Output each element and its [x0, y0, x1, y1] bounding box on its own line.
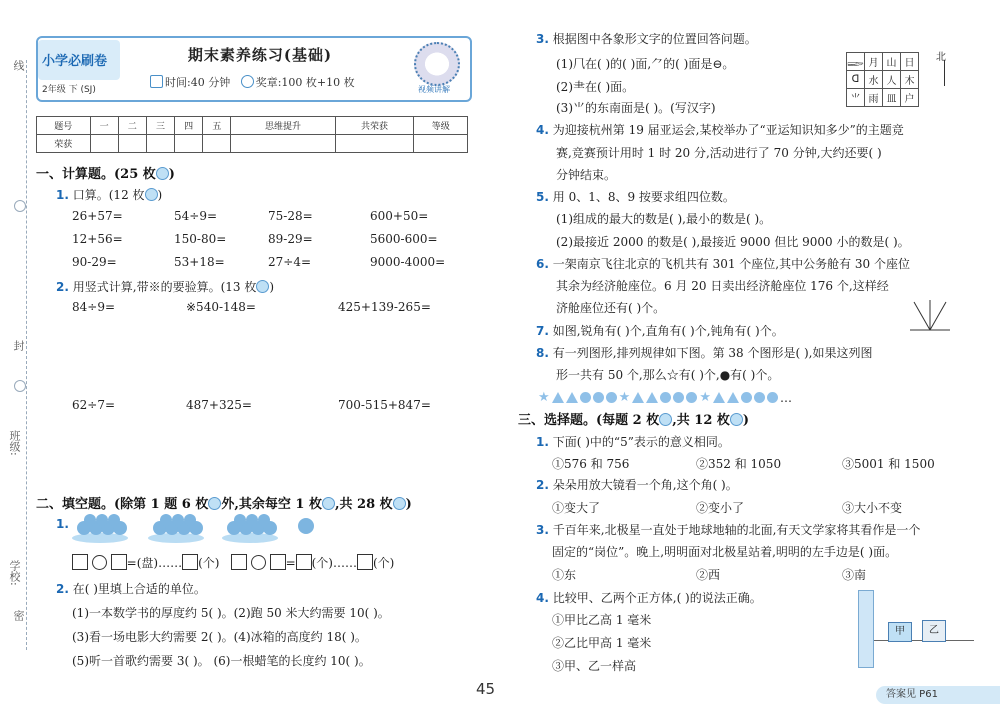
- medal-icon: [241, 75, 254, 88]
- grade-label: 2年级 下 (SJ): [42, 85, 96, 95]
- star-icon: ★: [538, 390, 550, 405]
- answer-box[interactable]: [182, 554, 198, 570]
- triangle-icon: [646, 392, 658, 403]
- units-line: (1)一本数学书的厚度约 5( )。(2)跑 50 米大约需要 10( )。: [72, 606, 390, 620]
- q3-line: (3)⺌的东南面是( )。(写汉字): [556, 101, 716, 115]
- triangle-icon: [566, 392, 578, 403]
- page-title: 期末素养练习(基础): [187, 46, 333, 64]
- choice-option[interactable]: ②西: [696, 568, 721, 582]
- glyph-cell: 雨: [865, 89, 883, 107]
- glyph-cell: 𓆃: [847, 53, 865, 71]
- table-cell: 一: [90, 117, 118, 135]
- qr-code-icon[interactable]: [414, 42, 460, 86]
- operator-circle[interactable]: [251, 555, 266, 570]
- choice1-question: 1. 下面( )中的“5”表示的意义相同。: [536, 435, 730, 449]
- north-arrow-icon: [944, 60, 945, 86]
- choice-option[interactable]: ①576 和 756: [552, 457, 630, 471]
- q6-line: 其余为经济舱座位。6 月 20 日卖出经济舱座位 176 个,这样经: [556, 279, 889, 293]
- oral-item: 89-29=: [268, 232, 313, 246]
- answer-box[interactable]: [111, 554, 127, 570]
- operator-circle[interactable]: [92, 555, 107, 570]
- q5-title: 5. 用 0、1、8、9 按要求组四位数。: [536, 190, 735, 204]
- score-input[interactable]: [146, 135, 174, 153]
- vertical-item: 62÷7=: [72, 398, 116, 412]
- ellipsis: …: [779, 391, 792, 405]
- video-link[interactable]: 视频讲解: [418, 85, 450, 94]
- exam-meta: [150, 74, 355, 90]
- q2-units-title: 2. 在( )里填上合适的单位。: [56, 582, 206, 596]
- answer-box[interactable]: [72, 554, 88, 570]
- glyph-cell: ⺌: [847, 89, 865, 107]
- plate-icon: [222, 514, 278, 543]
- oral-item: 12+56=: [72, 232, 123, 246]
- oral-item: 53+18=: [174, 255, 225, 269]
- choice3-question-line2: 固定的“岗位”。晚上,明明面对北极星站着,明明的左手边是( )面。: [552, 545, 898, 559]
- class-label: 班级:: [8, 430, 21, 456]
- glyph-cell: ⼾: [901, 89, 919, 107]
- circle-icon: [673, 392, 684, 403]
- plate-icon: [72, 514, 128, 543]
- answer-box[interactable]: [231, 554, 247, 570]
- q2-vertical-title: 2. 用竖式计算,带※的要验算。(13 枚 ): [56, 280, 275, 294]
- table-cell: 五: [203, 117, 231, 135]
- star-icon: ★: [618, 390, 631, 405]
- oral-item: 90-29=: [72, 255, 117, 269]
- section-calculation-title: 一、计算题。(25 枚 ): [36, 167, 175, 182]
- table-cell: 荣获: [37, 135, 91, 153]
- binding-label-seal: 封: [12, 340, 25, 351]
- circle-icon: [767, 392, 778, 403]
- binding-label-line: 线: [12, 60, 25, 71]
- hourglass-icon: [150, 75, 163, 88]
- cut-line: [26, 60, 27, 650]
- q5-line: (2)最接近 2000 的数是( ),最接近 9000 但比 9000 小的数是( )。: [556, 235, 910, 249]
- star-icon: ★: [699, 390, 711, 405]
- time-limit: 时间:40 分钟: [165, 76, 231, 89]
- choice-option[interactable]: ②变小了: [696, 501, 745, 515]
- q1-number: 1.: [56, 517, 69, 531]
- choice4-question: 4. 比较甲、乙两个正方体,( )的说法正确。: [536, 591, 762, 605]
- section-choice-title: 三、选择题。(每题 2 枚 ,共 12 枚 ): [518, 413, 750, 428]
- medal-icon: [730, 413, 743, 426]
- binding-hole: [14, 380, 26, 392]
- binding-margin: [0, 0, 28, 710]
- oral-item: 9000-4000=: [370, 255, 446, 269]
- score-input[interactable]: [414, 135, 468, 153]
- medal-icon: [393, 497, 406, 510]
- q4-line: 分钟结束。: [556, 168, 617, 182]
- school-label: 学校:: [8, 560, 21, 586]
- oral-item: 75-28=: [268, 209, 313, 223]
- q7-line: 7. 如图,锐角有( )个,直角有( )个,钝角有( )个。: [536, 324, 784, 338]
- oral-item: 150-80=: [174, 232, 227, 246]
- q3-line: (2)⺻在( )面。: [556, 80, 635, 94]
- table-cell: 二: [118, 117, 146, 135]
- q8-line: 形一共有 50 个,那么☆有( )个,●有( )个。: [556, 368, 780, 382]
- cube-yi: 乙: [922, 620, 946, 642]
- choice-option[interactable]: ①变大了: [552, 501, 601, 515]
- angle-diagram-icon: [908, 298, 952, 334]
- oral-item: 54÷9=: [174, 209, 218, 223]
- choice-option[interactable]: ③大小不变: [842, 501, 903, 515]
- choice-option[interactable]: ①东: [552, 568, 577, 582]
- score-input[interactable]: [175, 135, 203, 153]
- q3-line: (1)⺇在( )的( )面,⺈的( )面是⊖。: [556, 57, 735, 71]
- table-cell: 题号: [37, 117, 91, 135]
- score-table: [36, 116, 468, 153]
- oral-item: 600+50=: [370, 209, 429, 223]
- q4-line: 4. 为迎接杭州第 19 届亚运会,某校举办了“亚运知识知多少”的主题竞: [536, 123, 904, 137]
- score-input[interactable]: [335, 135, 414, 153]
- binding-hole: [14, 200, 26, 212]
- page-number: 45: [476, 680, 496, 698]
- choice-option[interactable]: ③南: [842, 568, 867, 582]
- triangle-icon: [727, 392, 739, 403]
- score-value-row: [37, 135, 468, 153]
- table-cell: 共荣获: [335, 117, 414, 135]
- section-fill-title: 二、填空题。(除第 1 题 6 枚 外,其余每空 1 枚 ,共 28 枚 ): [36, 497, 412, 512]
- glyph-cell: 人: [883, 71, 901, 89]
- table-cell: 思维提升: [231, 117, 335, 135]
- glyph-cell: 木: [901, 71, 919, 89]
- triangle-icon: [713, 392, 725, 403]
- circle-icon: [686, 392, 697, 403]
- units-line: (5)听一首歌约需要 3( )。 (6)一根蜡笔的长度约 10( )。: [72, 654, 371, 668]
- score-input[interactable]: [203, 135, 231, 153]
- north-arrow-label: 北: [936, 52, 946, 63]
- score-header-row: [37, 117, 468, 135]
- glyph-cell: ᗡ: [847, 71, 865, 89]
- vertical-item: 425+139-265=: [338, 300, 431, 314]
- oral-item: 5600-600=: [370, 232, 438, 246]
- medal-icon: [659, 413, 672, 426]
- answer-box[interactable]: [357, 554, 373, 570]
- medal-icon: [256, 280, 269, 293]
- answer-reference[interactable]: 答案见 P61: [876, 686, 1000, 704]
- choice2-question: 2. 朵朵用放大镜看一个角,这个角( )。: [536, 478, 738, 492]
- table-cell: 等级: [414, 117, 468, 135]
- choice-option[interactable]: ①甲比乙高 1 毫米: [552, 613, 652, 627]
- binding-label-seal2: 密: [12, 610, 25, 621]
- vertical-item: ※540-148=: [186, 300, 256, 314]
- plates-illustration: [70, 512, 330, 544]
- plate-icon: [148, 514, 204, 543]
- medal-icon: [322, 497, 335, 510]
- q6-line: 6. 一架南京飞往北京的飞机共有 301 个座位,其中公务舱有 30 个座位: [536, 257, 910, 271]
- q3-title: 3. 根据图中各象形文字的位置回答问题。: [536, 32, 757, 46]
- score-input[interactable]: [90, 135, 118, 153]
- plate-equation: =(盘)…… (个) = (个)…… (个): [72, 554, 394, 571]
- glyph-cell: 日: [901, 53, 919, 71]
- shape-sequence: [538, 387, 792, 406]
- choice3-question: 3. 千百年来,北极星一直处于地球地轴的北面,有天文学家将其看作是一个: [536, 523, 921, 537]
- choice-option[interactable]: ②乙比甲高 1 毫米: [552, 636, 652, 650]
- oral-item: 26+57=: [72, 209, 123, 223]
- choice-option[interactable]: ②352 和 1050: [696, 457, 782, 471]
- circle-icon: [741, 392, 752, 403]
- medal-icon: [208, 497, 221, 510]
- glyph-cell: ⽫: [883, 89, 901, 107]
- circle-icon: [660, 392, 671, 403]
- circle-icon: [754, 392, 765, 403]
- glyph-cell: 月: [865, 53, 883, 71]
- table-cell: 四: [175, 117, 203, 135]
- units-line: (3)看一场电影大约需要 2( )。(4)冰箱的高度约 18( )。: [72, 630, 367, 644]
- circle-icon: [606, 392, 617, 403]
- circle-icon: [580, 392, 591, 403]
- dumpling-icon: [298, 518, 314, 534]
- score-input[interactable]: [118, 135, 146, 153]
- brand-title: 小学必刷卷: [42, 54, 108, 69]
- table-cell: 三: [146, 117, 174, 135]
- triangle-icon: [632, 392, 644, 403]
- cube-jia: 甲: [888, 622, 912, 642]
- q6-line: 济舱座位还有( )个。: [556, 301, 666, 315]
- oral-item: 27÷4=: [268, 255, 312, 269]
- medal-icon: [145, 188, 158, 201]
- medal-icon: [156, 167, 169, 180]
- choice-option[interactable]: ③甲、乙一样高: [552, 659, 637, 673]
- q4-line: 赛,竞赛预计用时 1 时 20 分,活动进行了 70 分钟,大约还要( ): [556, 146, 882, 160]
- q5-line: (1)组成的最大的数是( ),最小的数是( )。: [556, 212, 772, 226]
- pictograph-grid: [846, 52, 919, 107]
- score-input[interactable]: [231, 135, 335, 153]
- vertical-item: 84÷9=: [72, 300, 116, 314]
- answer-box[interactable]: [270, 554, 286, 570]
- triangle-icon: [552, 392, 564, 403]
- glyph-cell: 水: [865, 71, 883, 89]
- answer-box[interactable]: [296, 554, 312, 570]
- circle-icon: [593, 392, 604, 403]
- glyph-cell: 山: [883, 53, 901, 71]
- ruler-icon: [858, 590, 874, 668]
- reward-total: 奖章:100 枚+10 枚: [255, 76, 355, 89]
- q1-oral-title: 1. 口算。(12 枚 ): [56, 188, 163, 202]
- q8-line: 8. 有一列图形,排列规律如下图。第 38 个图形是( ),如果这列图: [536, 346, 873, 360]
- vertical-item: 700-515+847=: [338, 398, 431, 412]
- vertical-item: 487+325=: [186, 398, 252, 412]
- choice-option[interactable]: ③5001 和 1500: [842, 457, 935, 471]
